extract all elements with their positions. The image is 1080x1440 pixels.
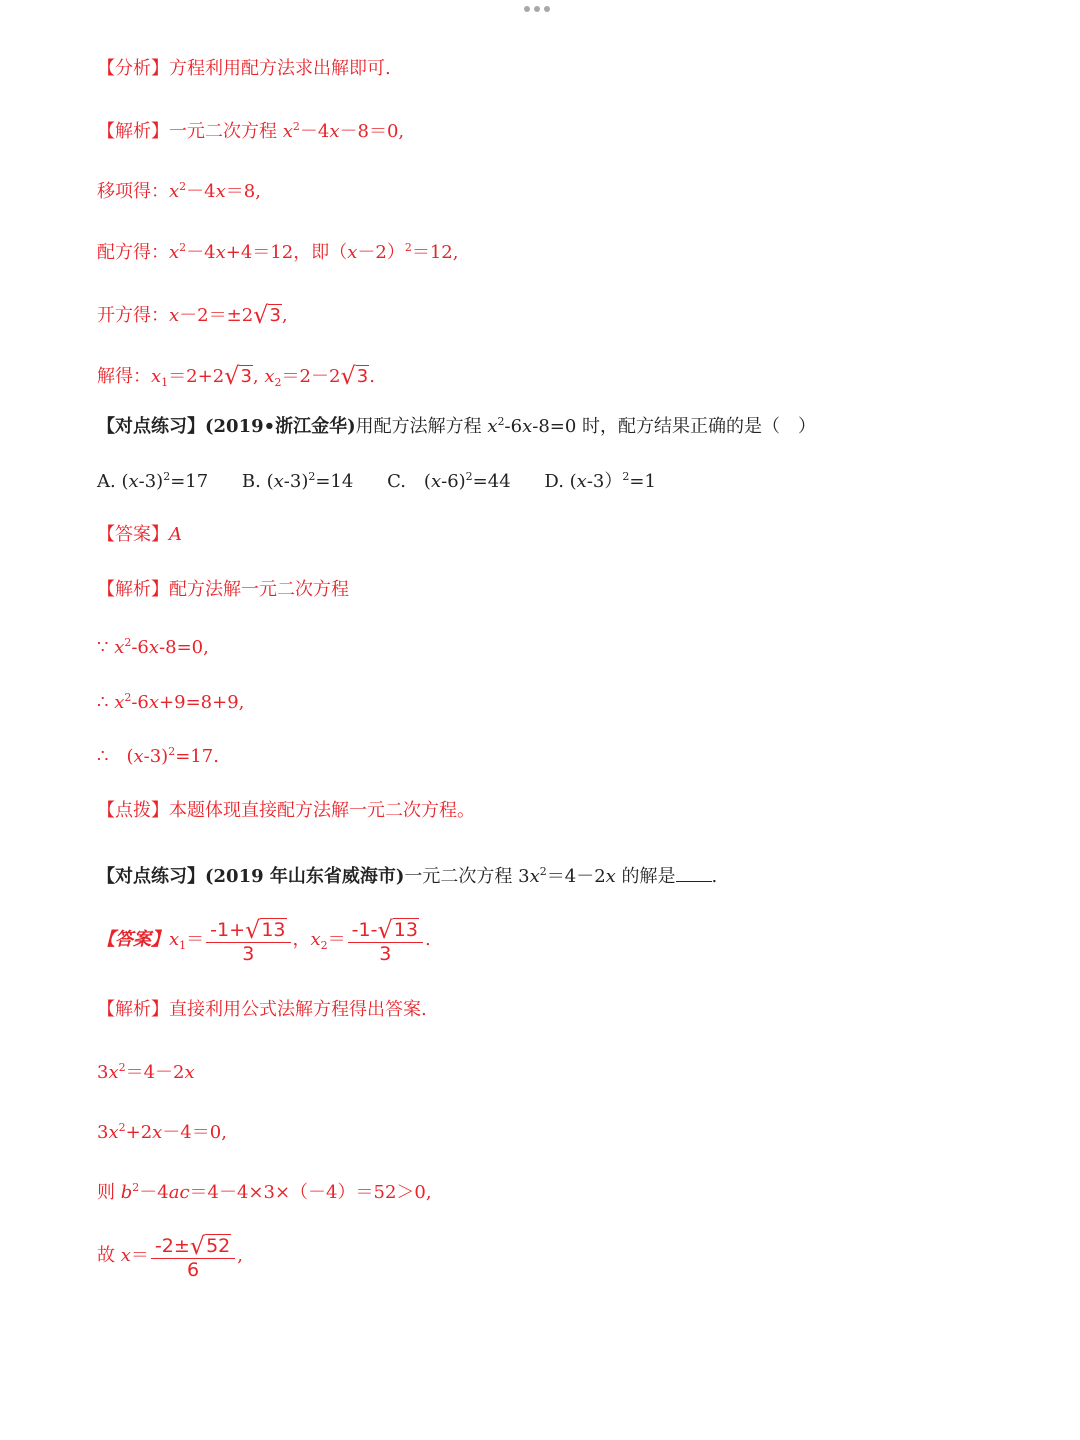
exponent: 2 xyxy=(118,1121,126,1134)
question-text: . xyxy=(711,866,718,887)
subscript: 2 xyxy=(274,376,282,389)
var-x: x xyxy=(329,121,340,142)
var-x: x xyxy=(487,416,498,437)
radicand: 3 xyxy=(356,366,369,387)
eq-term: －4＝0, xyxy=(162,1122,227,1143)
eq-term: , xyxy=(252,366,259,387)
var-ac: ac xyxy=(168,1182,190,1203)
numerator: -1+ xyxy=(210,919,246,941)
therefore-symbol: ∴ xyxy=(97,746,109,767)
eq-term: －4 xyxy=(186,242,216,263)
result-label: 解得： xyxy=(97,366,151,387)
dot xyxy=(534,6,540,12)
question-tag: 【对点练习】(2019•浙江金华) xyxy=(97,416,356,437)
solution-line xyxy=(97,121,404,141)
var-x: x xyxy=(169,181,180,202)
because-symbol: ∵ xyxy=(97,637,109,658)
var-b: b xyxy=(120,1182,133,1203)
eq-term: 3 xyxy=(97,1062,109,1083)
subscript: 2 xyxy=(320,939,328,952)
eq-term: ， xyxy=(292,929,311,950)
var-x: x xyxy=(114,637,125,658)
eq-term: ＝12, xyxy=(411,242,459,263)
eq-term: 3 xyxy=(97,1122,109,1143)
var-x: x xyxy=(108,1122,119,1143)
question-text: 用配方法解方程 xyxy=(355,416,482,437)
option-b[interactable]: B. $(x-3)^2=14$ xyxy=(241,470,354,492)
step-line xyxy=(97,637,209,657)
radicand: 13 xyxy=(261,919,286,941)
eq-term: +4＝12，即（ xyxy=(225,242,348,263)
therefore-symbol: ∴ xyxy=(97,692,109,713)
var-x: x xyxy=(151,366,162,387)
answer-blank[interactable] xyxy=(676,881,712,882)
question-text: 时，配方结果正确的是（ ） xyxy=(582,416,817,437)
answer-tag: 【答案】 xyxy=(97,524,169,545)
root-line xyxy=(97,301,288,329)
var-x: x xyxy=(133,746,144,767)
answer-line xyxy=(97,916,431,964)
eq-term: 故 xyxy=(97,1245,115,1266)
exponent: 2 xyxy=(168,745,176,758)
var-x: x xyxy=(215,181,226,202)
move-line xyxy=(97,181,261,201)
radicand: 3 xyxy=(269,305,281,326)
sqrt: √3 xyxy=(340,362,369,390)
exponent: 2 xyxy=(179,241,187,254)
tip-tag: 【点拨】 xyxy=(97,800,169,821)
tip-line xyxy=(97,802,475,820)
eq-term: ＝8, xyxy=(225,181,261,202)
eq-term: -3) xyxy=(143,746,169,767)
solution-tag: 【解析】 xyxy=(97,121,169,142)
formula-line xyxy=(97,1232,243,1280)
option-d[interactable]: D. (x-3）$^2$=1 xyxy=(544,470,656,492)
var-x: x xyxy=(169,242,180,263)
eq-term: －2＝±2 xyxy=(179,305,254,326)
var-x: x xyxy=(522,416,533,437)
complete-square-line xyxy=(97,242,458,262)
eq-term: ＝2－2 xyxy=(281,366,341,387)
question-text: 的解是 xyxy=(621,866,676,887)
step-line xyxy=(97,1062,195,1082)
eq-term: ＝4－2 xyxy=(546,866,606,887)
dot xyxy=(524,6,530,12)
fraction xyxy=(151,1232,235,1280)
numerator: -2± xyxy=(154,1235,190,1257)
move-label: 移项得： xyxy=(97,181,169,202)
eq-term: -6 xyxy=(131,637,149,658)
discriminant-line xyxy=(97,1182,432,1202)
var-x: x xyxy=(169,305,180,326)
solution-tag: 【解析】 xyxy=(97,579,169,600)
var-x: x xyxy=(347,242,358,263)
eq-term: -6 xyxy=(504,416,523,437)
sqrt: √13 xyxy=(377,916,418,944)
answer-value: A xyxy=(169,524,182,545)
eq-term: －4 xyxy=(139,1182,169,1203)
analysis-tag: 【分析】 xyxy=(97,58,169,79)
eq-term: -8=0 xyxy=(532,416,577,437)
step-line xyxy=(97,746,219,766)
question-text: 一元二次方程 3 xyxy=(404,866,530,887)
numerator: -1- xyxy=(351,919,378,941)
var-x: x xyxy=(152,1122,163,1143)
tip-text: 本题体现直接配方法解一元二次方程。 xyxy=(169,800,475,821)
var-x: x xyxy=(184,1062,195,1083)
subscript: 1 xyxy=(179,939,187,952)
eq-term: ＝ xyxy=(186,929,205,950)
eq-term: +9=8+9, xyxy=(159,692,245,713)
eq-term: －8＝0, xyxy=(339,121,405,142)
exponent: 2 xyxy=(497,415,505,428)
eq-term: －2） xyxy=(357,242,405,263)
eq-term: +2 xyxy=(125,1122,153,1143)
exponent: 2 xyxy=(179,180,187,193)
var-x: x xyxy=(114,692,125,713)
subscript: 1 xyxy=(161,376,169,389)
option-a[interactable]: A. $(x-3)^2=17$ xyxy=(97,470,209,492)
fraction xyxy=(206,916,290,964)
denominator: 3 xyxy=(379,943,392,965)
step-line xyxy=(97,1122,227,1142)
sqrt: √13 xyxy=(245,916,286,944)
exponent: 2 xyxy=(404,241,412,254)
exponent: 2 xyxy=(292,120,300,133)
eq-term: , xyxy=(237,1245,243,1266)
radicand: 3 xyxy=(240,366,252,387)
radicand: 52 xyxy=(206,1235,231,1257)
solution-text: 配方法解一元二次方程 xyxy=(169,579,349,600)
eq-term: ( xyxy=(108,746,134,767)
answer-line xyxy=(97,526,182,544)
question-2 xyxy=(97,416,816,436)
eq-term: ＝4－4×3×（－4）＝52＞0, xyxy=(189,1182,432,1203)
analysis-line xyxy=(97,60,391,78)
root-label: 开方得： xyxy=(97,305,169,326)
result-line xyxy=(97,362,375,388)
var-x: x xyxy=(529,866,540,887)
option-c[interactable]: C. $(x-6)^2=44$ xyxy=(387,470,511,492)
fraction xyxy=(348,916,423,964)
question-3 xyxy=(97,866,717,886)
var-x: x xyxy=(148,692,160,713)
sqrt: √3 xyxy=(224,362,252,390)
var-x: x xyxy=(120,1245,131,1266)
eq-term: -6 xyxy=(131,692,149,713)
var-x: x xyxy=(310,929,321,950)
answer-tag: 【答案】 xyxy=(97,929,169,950)
eq-term: , xyxy=(281,305,288,326)
eq-term: . xyxy=(369,366,375,387)
complete-label: 配方得： xyxy=(97,242,169,263)
solution-tag: 【解析】 xyxy=(97,999,169,1020)
denominator: 3 xyxy=(242,943,255,965)
exponent: 2 xyxy=(124,636,132,649)
sqrt: √3 xyxy=(253,301,281,329)
answer-options xyxy=(97,471,684,491)
dot xyxy=(544,6,550,12)
eq-term: ＝2+2 xyxy=(168,366,225,387)
denominator: 6 xyxy=(187,1259,200,1281)
var-x: x xyxy=(282,121,293,142)
eq-term: . xyxy=(424,929,431,950)
eq-term: －4 xyxy=(299,121,330,142)
analysis-text: 方程利用配方法求出解即可. xyxy=(169,58,391,79)
sqrt: √52 xyxy=(189,1232,231,1260)
eq-term: ＝4－2 xyxy=(125,1062,185,1083)
eq-term: =17. xyxy=(175,746,219,767)
eq-term: －4 xyxy=(186,181,216,202)
eq-term: ＝ xyxy=(327,929,346,950)
eq-term: 则 xyxy=(97,1182,115,1203)
eq-term: -8=0, xyxy=(159,637,209,658)
var-x: x xyxy=(605,866,616,887)
solution-line xyxy=(97,581,349,599)
step-line xyxy=(97,692,244,712)
solution-text: 直接利用公式法解方程得出答案. xyxy=(169,999,427,1020)
exponent: 2 xyxy=(124,691,132,704)
var-x: x xyxy=(215,242,226,263)
var-x: x xyxy=(264,366,275,387)
radicand: 13 xyxy=(393,919,418,941)
exponent: 2 xyxy=(539,865,547,878)
question-tag: 【对点练习】(2019 年山东省威海市) xyxy=(97,866,405,887)
var-x: x xyxy=(148,637,160,658)
exponent: 2 xyxy=(132,1181,140,1194)
var-x: x xyxy=(169,929,180,950)
exponent: 2 xyxy=(118,1061,126,1074)
solution-text: 一元二次方程 xyxy=(169,121,277,142)
eq-term: ＝ xyxy=(130,1245,149,1266)
solution-line xyxy=(97,1001,427,1019)
var-x: x xyxy=(108,1062,119,1083)
more-dots-icon[interactable] xyxy=(524,6,550,12)
